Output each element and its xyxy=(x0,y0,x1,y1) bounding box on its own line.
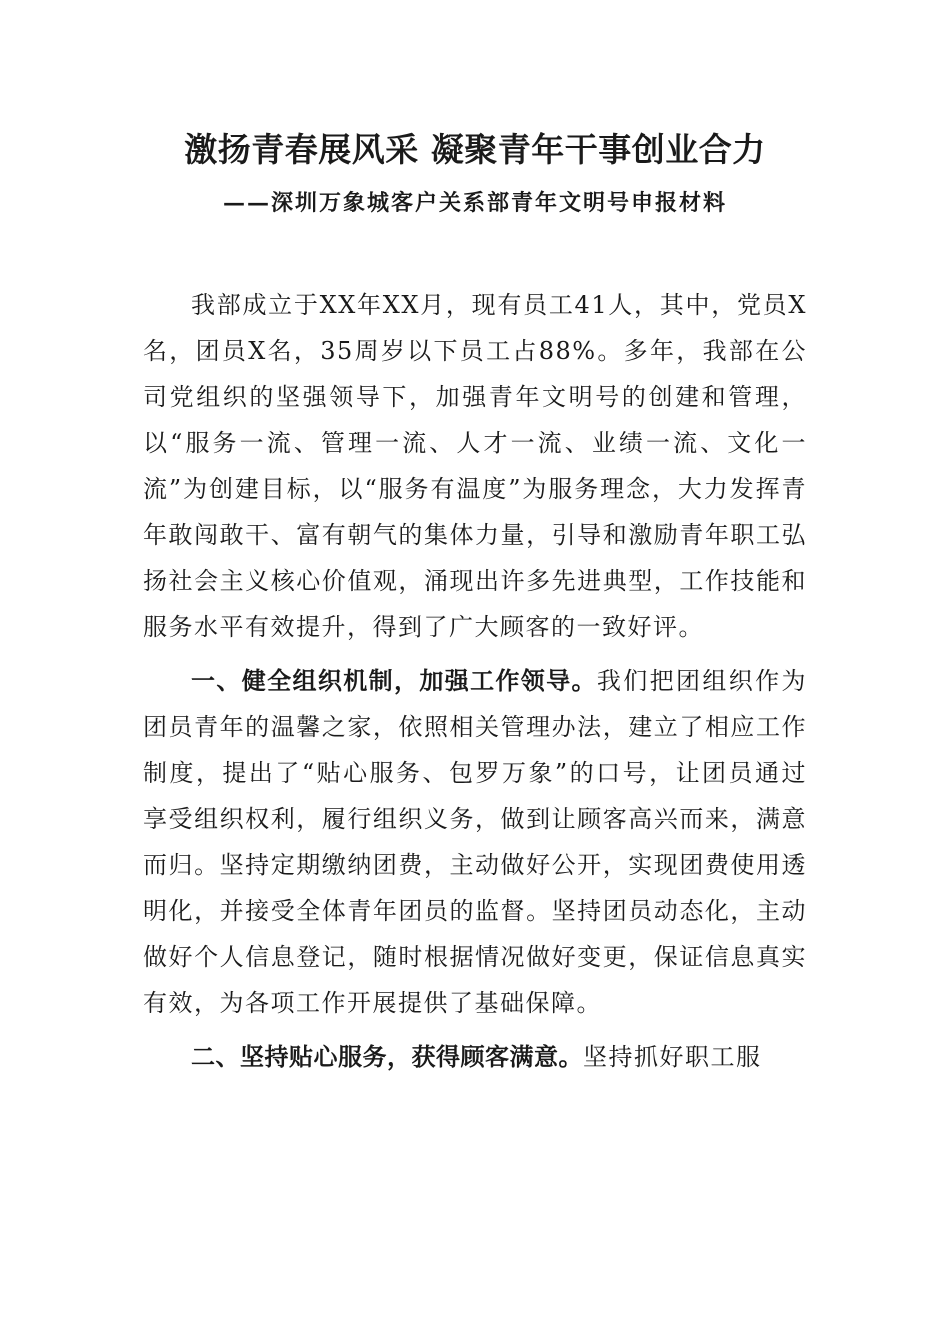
section-paragraph xyxy=(143,1034,807,1080)
intro-paragraph: 我部成立于XX年XX月，现有员工41人，其中，党员X名，团员X名，35周岁以下员工占88%。多年，我部在公司党组织的坚强领导下，加强青年文明号的创建和管理，以“服务一流、管理一流、人才一流、业绩一流、文化一流”为创建目标，以“服务有温度”为服务理念，大力发挥青年敢闯敢干、富有朝气的集体力量，引导和激励青年职工弘扬社会主义核心价值观，涌现出许多先进典型，工作技能和服务水平有效提升，得到了广大顾客的一致好评。 xyxy=(143,291,807,641)
section-paragraph xyxy=(143,658,807,1026)
document-title: 激扬青春展风采 凝聚青年干事创业合力 xyxy=(184,130,766,169)
section-text: 我们把团组织作为团员青年的温馨之家，依照相关管理办法，建立了相应工作制度，提出了“贴心服务、包罗万象”的口号，让团员通过享受组织权利，履行组织义务，做到让顾客高兴而来，满意而归。坚持定期缴纳团费，主动做好公开，实现团费使用透明化，并接受全体青年团员的监督。坚持团员动态化，主动做好个人信息登记，随时根据情况做好变更，保证信息真实有效，为各项工作开展提供了基础保障。 xyxy=(143,667,808,1017)
section-heading: 二、坚持贴心服务，获得顾客满意。 xyxy=(191,1043,583,1071)
section-text: 坚持抓好职工服 xyxy=(583,1043,762,1071)
section-heading: 一、健全组织机制，加强工作领导。 xyxy=(191,667,597,695)
document-body xyxy=(143,282,807,1088)
document-subtitle: ——深圳万象城客户关系部青年文明号申报材料 xyxy=(222,190,727,216)
